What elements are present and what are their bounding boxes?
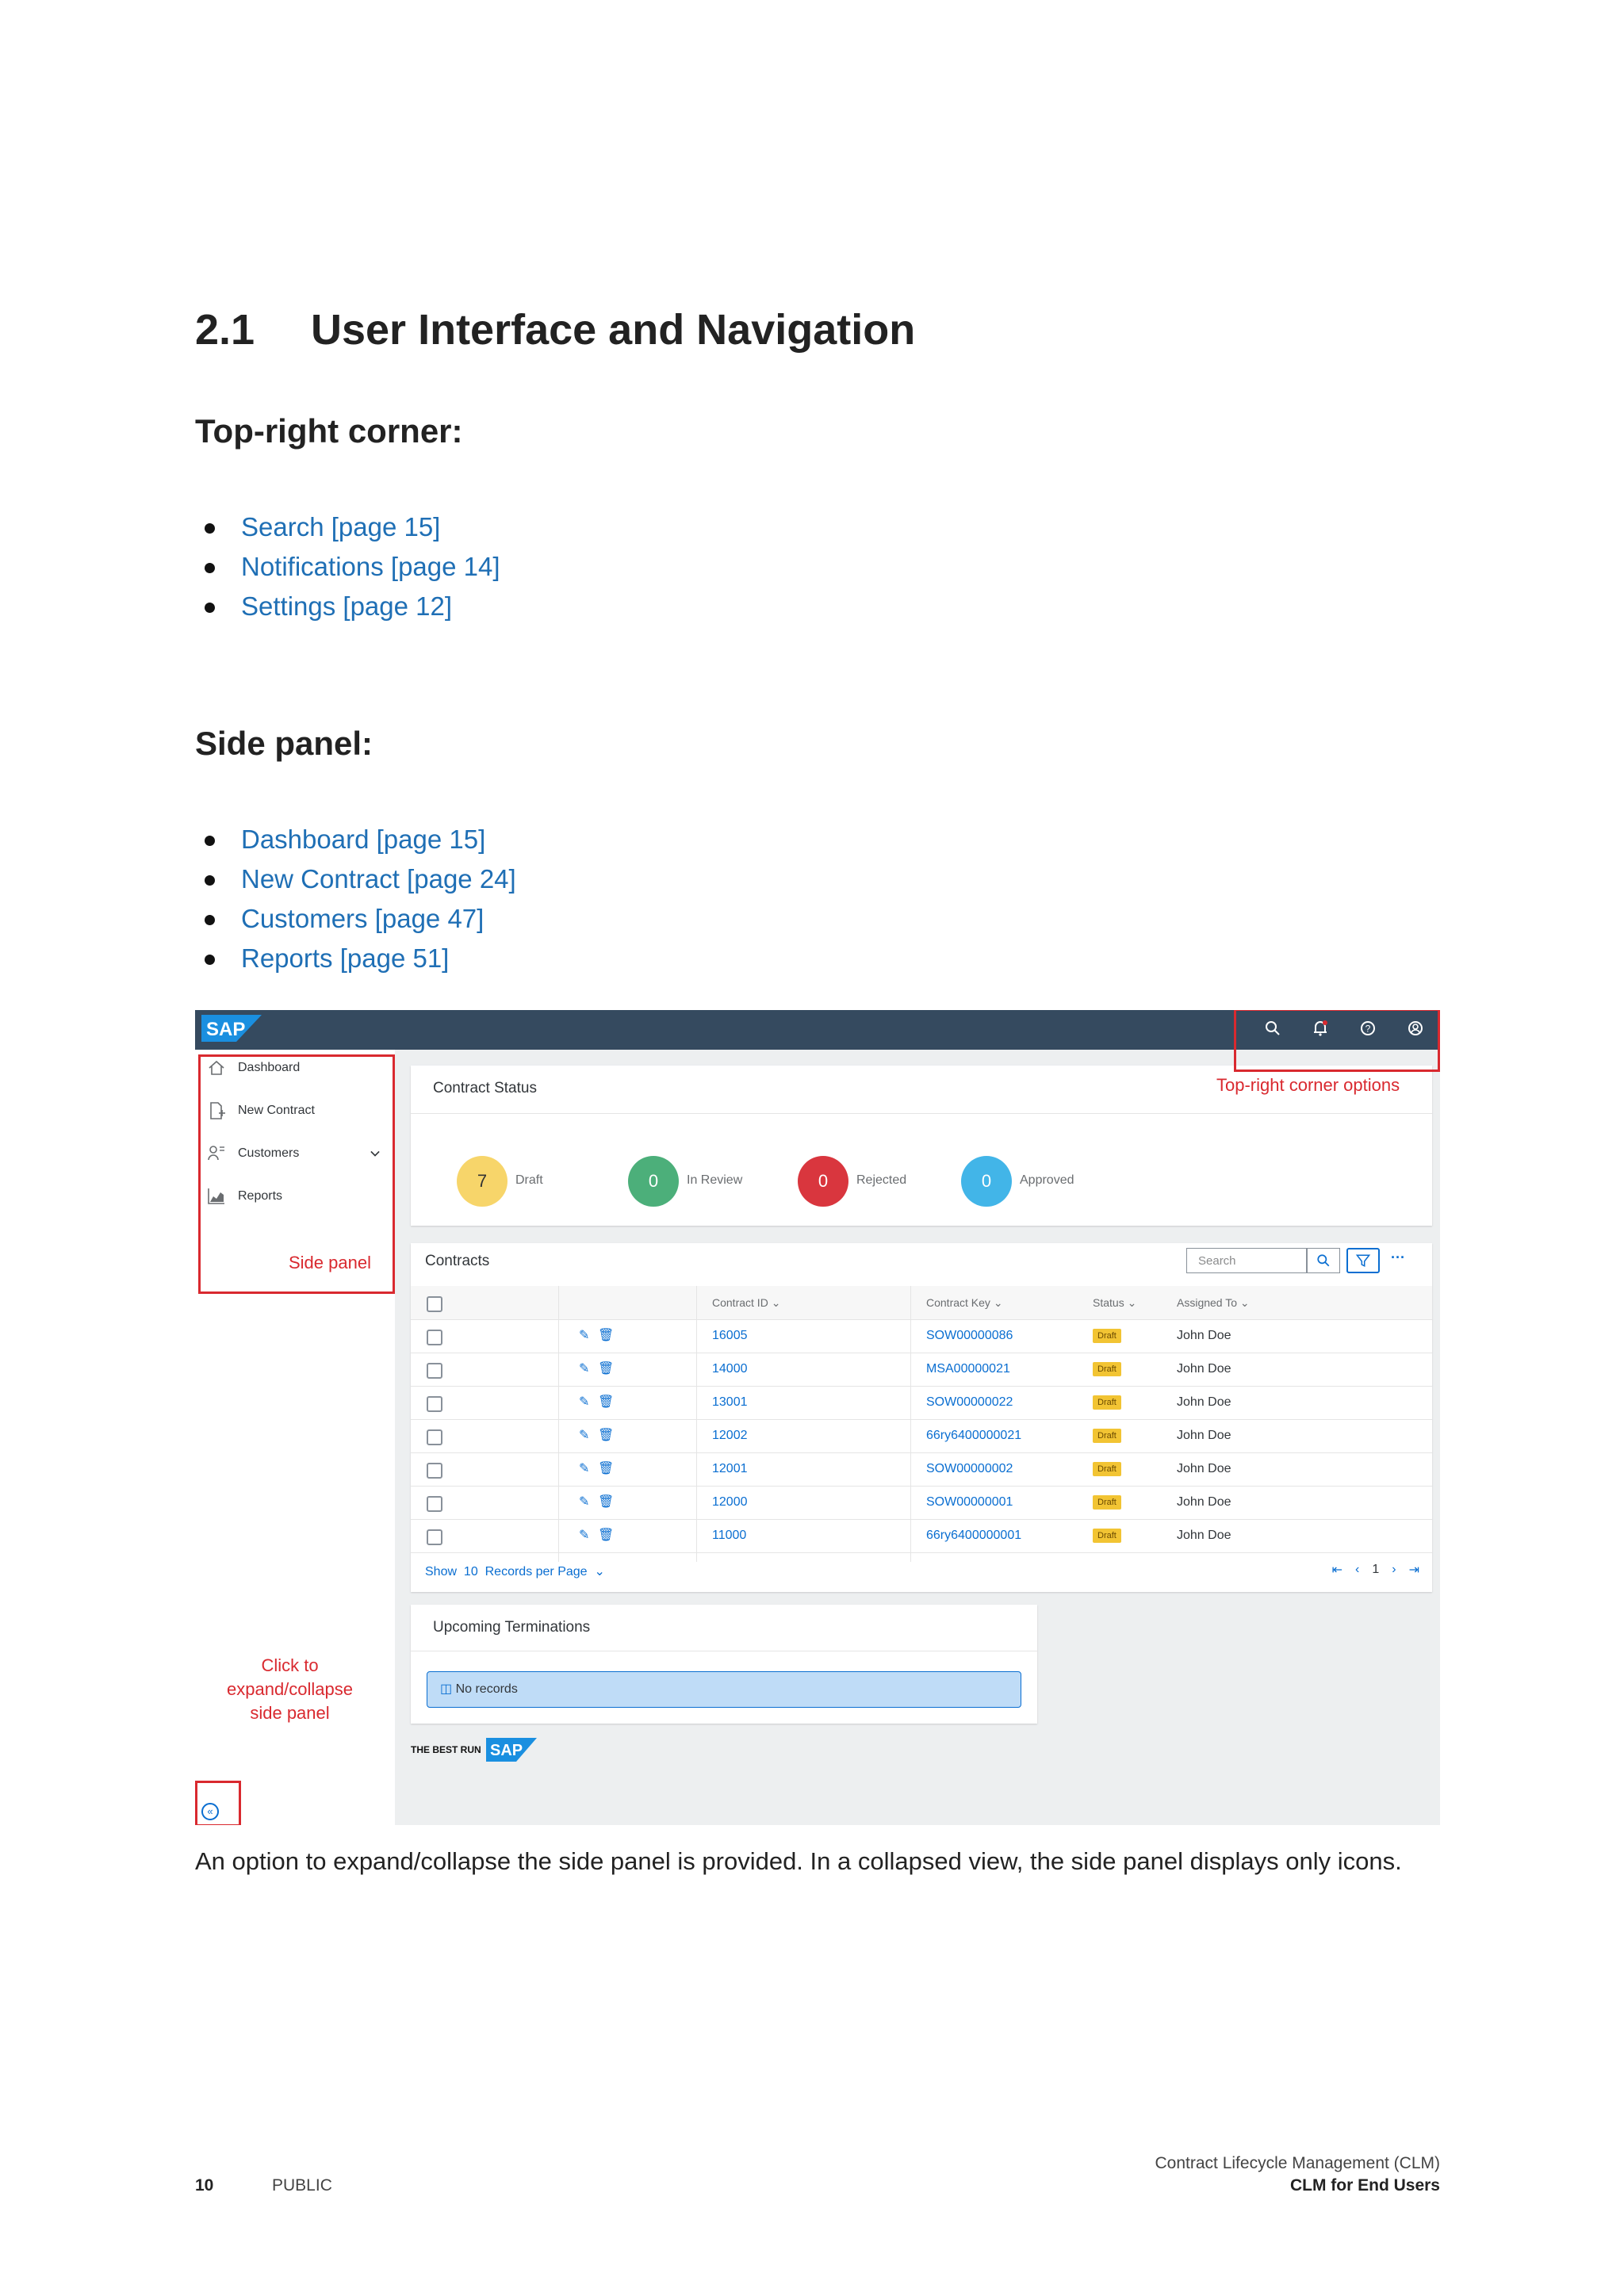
contract-key-link[interactable]: SOW00000001 — [926, 1495, 1013, 1509]
section-title — [195, 305, 915, 354]
collapse-panel-icon[interactable]: « — [201, 1803, 219, 1820]
assigned-to: John Doe — [1177, 1495, 1231, 1509]
top-right-heading: Top-right corner: — [195, 412, 463, 450]
search-link[interactable]: Search [page 15] — [241, 512, 441, 541]
delete-icon[interactable]: 🗑 — [598, 1462, 615, 1475]
card-title: Contracts — [425, 1253, 490, 1269]
column-header-status[interactable]: Status ⌄ — [1093, 1296, 1137, 1309]
contract-key-link[interactable]: SOW00000086 — [926, 1329, 1013, 1342]
best-run-logo: THE BEST RUN SAP — [411, 1738, 537, 1762]
row-checkbox[interactable] — [427, 1496, 442, 1512]
side-panel-link-list — [195, 820, 516, 978]
assigned-to: John Doe — [1177, 1429, 1231, 1442]
list-item — [195, 939, 516, 978]
customers-link[interactable]: Customers [page 47] — [241, 904, 485, 933]
list-item — [195, 547, 500, 587]
contract-id-link[interactable]: 16005 — [712, 1329, 748, 1342]
side-panel-annotation-label: Side panel — [289, 1253, 371, 1272]
in-review-count[interactable]: 0 — [628, 1156, 679, 1207]
edit-icon[interactable]: ✎ — [579, 1362, 590, 1376]
status-badge: Draft — [1093, 1353, 1121, 1386]
collapse-annotation-box — [195, 1781, 241, 1825]
document-title: Contract Lifecycle Management (CLM) — [1155, 2154, 1440, 2172]
card-title: Upcoming Terminations — [433, 1619, 591, 1636]
contract-key-link[interactable]: MSA00000021 — [926, 1362, 1010, 1376]
assigned-to: John Doe — [1177, 1462, 1231, 1475]
delete-icon[interactable]: 🗑 — [598, 1495, 615, 1509]
approved-label: Approved — [1020, 1173, 1074, 1187]
top-right-annotation-label: Top-right corner options — [1216, 1075, 1400, 1095]
approved-count[interactable]: 0 — [961, 1156, 1012, 1207]
delete-icon[interactable]: 🗑 — [598, 1429, 615, 1442]
sap-logo — [201, 1015, 262, 1042]
contracts-table — [411, 1286, 1432, 1560]
row-checkbox[interactable] — [427, 1429, 442, 1445]
contract-id-link[interactable]: 12002 — [712, 1429, 748, 1442]
notifications-link[interactable]: Notifications [page 14] — [241, 552, 500, 581]
info-icon: ◫ — [440, 1682, 453, 1696]
row-checkbox[interactable] — [427, 1463, 442, 1479]
assigned-to: John Doe — [1177, 1329, 1231, 1342]
select-all-checkbox[interactable] — [427, 1296, 442, 1312]
sidebar-item-label: New Contract — [238, 1104, 315, 1117]
classification: PUBLIC — [272, 2176, 332, 2195]
contract-key-link[interactable]: SOW00000022 — [926, 1395, 1013, 1409]
row-checkbox[interactable] — [427, 1396, 442, 1412]
assigned-to: John Doe — [1177, 1395, 1231, 1409]
assigned-to: John Doe — [1177, 1362, 1231, 1376]
contract-key-link[interactable]: 66ry6400000021 — [926, 1429, 1022, 1442]
row-checkbox[interactable] — [427, 1330, 442, 1345]
current-page: 1 — [1372, 1563, 1380, 1576]
sidebar-item-label: Dashboard — [238, 1061, 301, 1074]
search-button[interactable] — [1307, 1248, 1340, 1273]
edit-icon[interactable]: ✎ — [579, 1329, 590, 1342]
no-records-message: ◫ No records — [427, 1671, 1021, 1708]
dashboard-link[interactable]: Dashboard [page 15] — [241, 825, 486, 854]
section-title-text: User Interface and Navigation — [311, 306, 916, 354]
edit-icon[interactable]: ✎ — [579, 1462, 590, 1475]
svg-text:SAP: SAP — [489, 1742, 523, 1759]
collapse-annotation-label: Click to expand/collapse side panel — [227, 1655, 354, 1723]
contract-id-link[interactable]: 11000 — [712, 1529, 747, 1542]
table-row[interactable] — [411, 1386, 1432, 1420]
svg-text:SAP: SAP — [206, 1019, 246, 1040]
table-row[interactable] — [411, 1353, 1432, 1387]
card-title: Contract Status — [433, 1080, 537, 1096]
top-right-link-list — [195, 507, 500, 626]
edit-icon[interactable]: ✎ — [579, 1529, 590, 1542]
edit-icon[interactable]: ✎ — [579, 1395, 590, 1409]
status-badge: Draft — [1093, 1319, 1121, 1353]
contract-id-link[interactable]: 12001 — [712, 1462, 748, 1475]
list-item — [195, 820, 516, 859]
edit-icon[interactable]: ✎ — [579, 1495, 590, 1509]
new-contract-link[interactable]: New Contract [page 24] — [241, 864, 516, 894]
column-header-assigned-to[interactable]: Assigned To ⌄ — [1177, 1296, 1250, 1309]
table-row[interactable] — [411, 1319, 1432, 1353]
previous-page-icon[interactable]: ‹ — [1355, 1563, 1360, 1576]
row-checkbox[interactable] — [427, 1363, 442, 1379]
svg-text:?: ? — [1365, 1023, 1371, 1035]
status-badge: Draft — [1093, 1486, 1121, 1519]
table-row[interactable] — [411, 1519, 1432, 1553]
side-panel-heading: Side panel: — [195, 725, 373, 762]
list-item — [195, 507, 500, 547]
document-subtitle: CLM for End Users — [1289, 2176, 1440, 2195]
page-number: 10 — [195, 2176, 214, 2195]
contract-key-link[interactable]: SOW00000002 — [926, 1462, 1013, 1475]
column-header-contract-id[interactable]: Contract ID ⌄ — [712, 1296, 781, 1309]
search-input[interactable]: Search — [1186, 1248, 1307, 1273]
last-page-icon[interactable]: ⇥ — [1408, 1563, 1419, 1577]
upcoming-terminations-card — [411, 1605, 1037, 1724]
delete-icon[interactable]: 🗑 — [598, 1395, 615, 1409]
page-size-selector[interactable]: Show 10 Records per Page ⌄ — [425, 1565, 605, 1578]
delete-icon[interactable]: 🗑 — [598, 1362, 615, 1376]
rejected-label: Rejected — [856, 1173, 907, 1187]
section-number: 2.1 — [195, 306, 255, 354]
list-item — [195, 587, 500, 626]
first-page-icon[interactable]: ⇤ — [1331, 1563, 1343, 1577]
top-right-annotation-box — [1234, 1010, 1440, 1072]
table-header-row — [411, 1286, 1432, 1320]
draft-count[interactable]: 7 — [457, 1156, 508, 1207]
search-icon — [1315, 1252, 1332, 1269]
pagination — [1332, 1562, 1419, 1578]
status-badge: Draft — [1093, 1452, 1121, 1486]
next-page-icon[interactable]: › — [1392, 1563, 1396, 1576]
status-badge: Draft — [1093, 1519, 1121, 1552]
status-badge: Draft — [1093, 1419, 1121, 1452]
rejected-count[interactable]: 0 — [798, 1156, 848, 1207]
caption: An option to expand/collapse the side panel is provided. In a collapsed view, the side panel displays only icons. — [195, 1847, 1402, 1875]
sidebar-item-label: Customers — [238, 1146, 300, 1160]
list-item — [195, 859, 516, 899]
table-row[interactable] — [411, 1486, 1432, 1520]
contracts-card — [411, 1243, 1432, 1592]
delete-icon[interactable]: 🗑 — [598, 1529, 615, 1542]
in-review-label: In Review — [687, 1173, 743, 1187]
settings-link[interactable]: Settings [page 12] — [241, 591, 453, 621]
contract-id-link[interactable]: 12000 — [712, 1495, 748, 1509]
filter-button[interactable] — [1346, 1248, 1380, 1273]
contract-id-link[interactable]: 14000 — [712, 1362, 748, 1376]
assigned-to: John Doe — [1177, 1529, 1231, 1542]
table-row[interactable] — [411, 1452, 1432, 1487]
app-screenshot — [195, 1010, 1440, 1825]
delete-icon[interactable]: 🗑 — [598, 1329, 615, 1342]
list-item — [195, 899, 516, 939]
draft-label: Draft — [515, 1173, 543, 1187]
more-options-button[interactable]: ··· — [1391, 1249, 1405, 1265]
status-badge: Draft — [1093, 1386, 1121, 1419]
contract-key-link[interactable]: 66ry6400000001 — [926, 1529, 1022, 1542]
sap-logo — [486, 1738, 537, 1762]
reports-link[interactable]: Reports [page 51] — [241, 943, 450, 973]
column-header-contract-key[interactable]: Contract Key ⌄ — [926, 1296, 1003, 1309]
row-checkbox[interactable] — [427, 1529, 442, 1545]
edit-icon[interactable]: ✎ — [579, 1429, 590, 1442]
table-row[interactable] — [411, 1419, 1432, 1453]
filter-icon — [1354, 1252, 1372, 1269]
sidebar-item-label: Reports — [238, 1189, 283, 1203]
contract-id-link[interactable]: 13001 — [712, 1395, 748, 1409]
